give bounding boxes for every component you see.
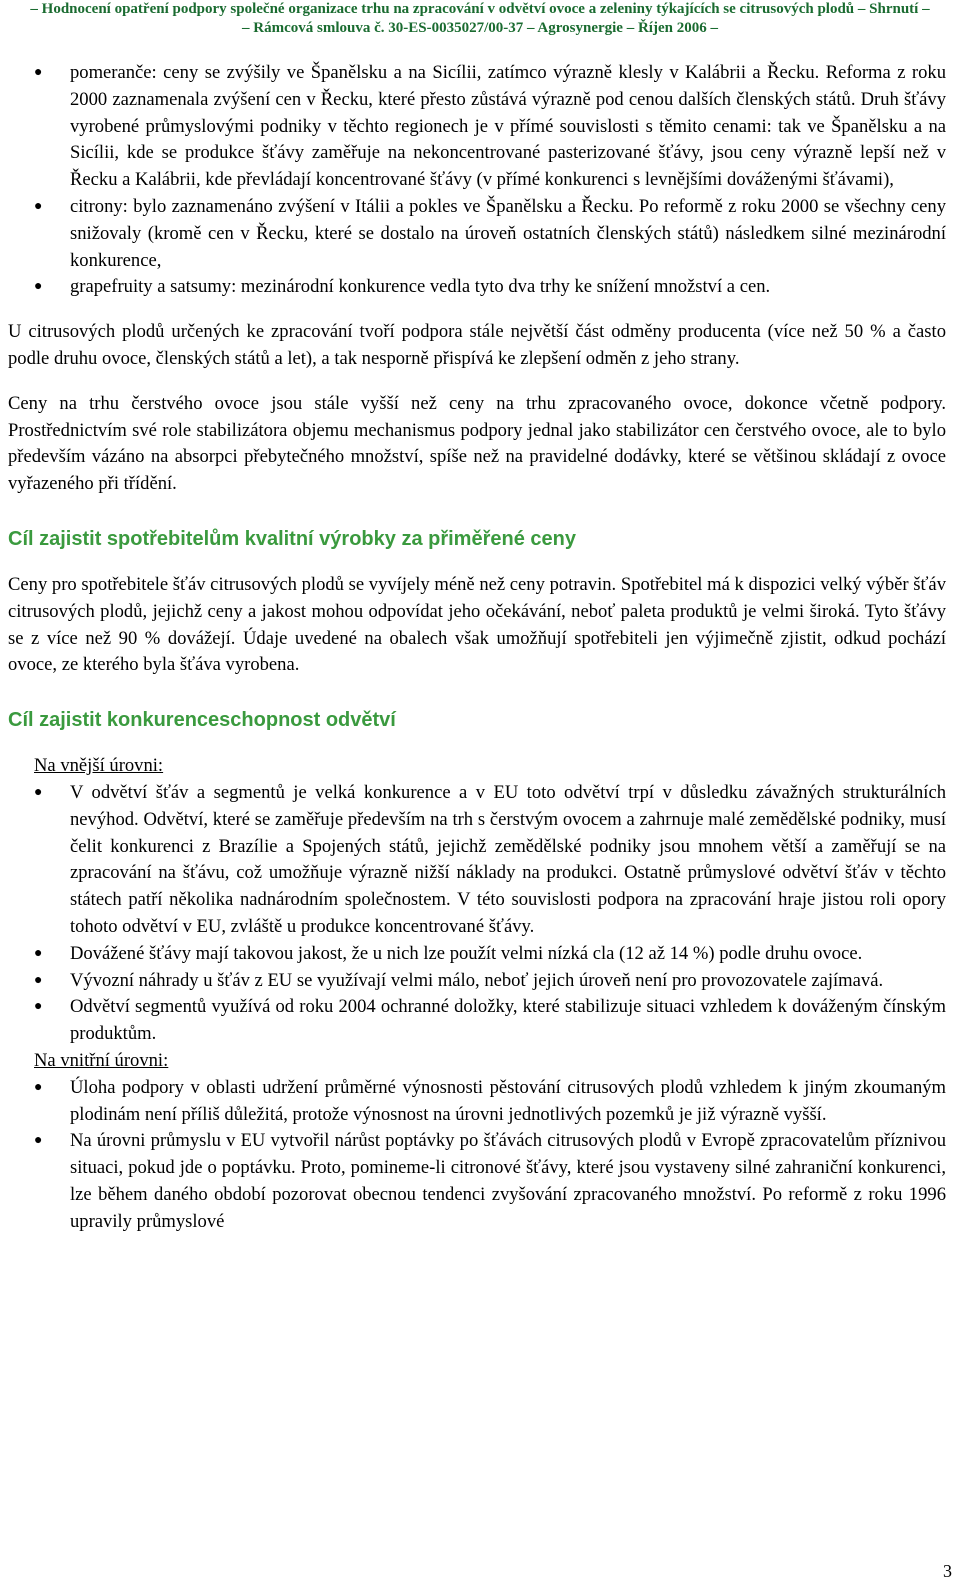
- section-heading: Cíl zajistit spotřebitelům kvalitní výrobky za přiměřené ceny: [8, 527, 576, 550]
- list-item-text: Odvětví segmentů využívá od roku 2004 ochranné doložky, které stabilizuje situaci vzhledem k dováženým čínským produktům.: [70, 996, 946, 1045]
- paragraph: Ceny pro spotřebitele šťáv citrusových plodů se vyvíjely méně než ceny potravin. Spotřebitel má k dispozici velký výběr šťáv citrusových plodů, jejichž ceny a jakost mohou odpovídat jeho očekávání, neboť paleta produktů je velmi široká. Tyto šťávy se z více než 90 % dovážejí. Údaje uvedené na obalech však umožňují spotřebiteli jen výjimečně zjistit, odkud pochází ovoce, ze kterého byla šťáva vyrobena.: [8, 573, 946, 676]
- price-bullet-list: [8, 60, 946, 301]
- bullet-icon: ●: [34, 65, 43, 80]
- header-title: – Hodnocení opatření podpory společné organizace trhu na zpracování v odvětví ovoce a zeleniny týkajících se citrusových plodů – Shrnutí –: [30, 1, 930, 17]
- list-item-text: citrony: bylo zaznamenáno zvýšení v Itálii a pokles ve Španělsku a Řecku. Po reformě z roku 2000 se všechny ceny snižovaly (kromě cen v Řecku, které se dostalo na úroveň ostatních členských států) následkem silné mezinárodní konkurence,: [70, 195, 946, 271]
- list-item: [8, 994, 946, 1048]
- paragraph: U citrusových plodů určených ke zpracování tvoří podpora stále největší část odměny producenta (více než 50 % a často podle druhu ovoce, členských států a let), a tak nesporně přispívá ke zlepšení odměn z jeho strany.: [8, 321, 946, 369]
- subsection-label: Na vnitřní úrovni:: [34, 1049, 169, 1071]
- bullet-icon: ●: [34, 784, 43, 800]
- list-item: [8, 60, 946, 194]
- page-header: [0, 0, 960, 38]
- bullet-icon: ●: [34, 999, 43, 1015]
- internal-bullet-list: [8, 1075, 946, 1236]
- bullet-icon: ●: [34, 945, 43, 961]
- bullet-icon: ●: [34, 279, 43, 295]
- paragraph: Ceny na trhu čerstvého ovoce jsou stále vyšší než ceny na trhu zpracovaného ovoce, dokonce včetně podpory. Prostřednictvím své role stabilizátora objemu mechanismus podpory jednal jako stabilizátor cen čerstvého ovoce, ale to bylo především vázáno na absorpci přebytečného množství, spíše než na pravidelné dodávky, které se většinou skládají z ovoce vyřazeného při třídění.: [8, 392, 946, 495]
- section-heading: Cíl zajistit konkurenceschopnost odvětví: [8, 709, 396, 732]
- list-item-text: pomeranče: ceny se zvýšily ve Španělsku a na Sicílii, zatímco výrazně klesly v Kalábrii a Řecku. Reforma z roku 2000 zaznamenala zvýšení cen v Řecku, které přesto zůstává výrazně pod cenou dalších členských států. Druh šťávy vyrobené průmyslovými podniky v těchto regionech je v přímé souvislosti s těmito cenami: tak ve Španělsku a na Sicílii, kde se produkce šťávy zaměřuje na nekoncentrované pasterizované šťávy, jsou ceny výrazně lepší než v Řecku a Kalábrii, kde převládají koncentrované šťávy (v přímé konkurenci s levnějšími dováženými šťávami),: [70, 62, 946, 191]
- bullet-icon: ●: [34, 1133, 43, 1149]
- list-item-text: Dovážené šťávy mají takovou jakost, že u nich lze použít velmi nízká cla (12 až 14 %) podle druhu ovoce.: [70, 942, 863, 964]
- list-item: [8, 274, 946, 301]
- list-item-text: Úloha podpory v oblasti udržení průměrné výnosnosti pěstování citrusových plodů vzhledem k jiným zkoumaným plodinám není příliš důležitá, protože výnosnost na úrovni jednotlivých pozemků je již výrazně vyšší.: [70, 1076, 946, 1125]
- list-item-text: Vývozní náhrady u šťáv z EU se využívají velmi málo, neboť jejich úroveň není pro provozovatele zajímavá.: [70, 969, 884, 991]
- external-bullet-list: [8, 780, 946, 1048]
- list-item-text: V odvětví šťáv a segmentů je velká konkurence a v EU toto odvětví trpí v důsledku závažných strukturálních nevýhod. Odvětví, které se zaměřuje především na trh s čerstvým ovocem a zahrnuje malé zemědělské podniky, musí čelit konkurenci z Brazílie a Spojených států, jejichž zemědělské podniky jsou mnohem větší a zaměřují se na zpracování na šťávu, což umožňuje výrazně nižší náklady na produkci. Ostatně průmyslové odvětví šťáv v těchto státech patří několika nadnárodním společnostem. V této souvislosti podpora na zpracování hraje jistou roli opory tohoto odvětví v EU, zvláště u produkce koncentrované šťávy.: [70, 781, 946, 937]
- bullet-icon: ●: [34, 972, 43, 988]
- bullet-icon: ●: [34, 1079, 43, 1095]
- list-item: [8, 1075, 946, 1129]
- list-item: [8, 194, 946, 274]
- subsection-label: Na vnější úrovni:: [34, 755, 164, 777]
- list-item: [8, 941, 946, 968]
- document-body: [8, 60, 946, 1235]
- page-number: 3: [943, 1561, 952, 1581]
- list-item-text: grapefruity a satsumy: mezinárodní konkurence vedla tyto dva trhy ke snížení množství a cen.: [70, 276, 771, 298]
- header-subtitle: – Rámcová smlouva č. 30-ES-0035027/00-37 – Agrosynergie – Říjen 2006 –: [242, 20, 718, 36]
- list-item-text: Na úrovni průmyslu v EU vytvořil nárůst poptávky po šťávách citrusových plodů v Evropě zpracovatelům příznivou situaci, pokud jde o poptávku. Proto, pomineme-li citronové šťávy, které jsou vystaveny silné zahraniční konkurenci, lze během daného období pozorovat obecnou tendenci zvyšování zpracovaného množství. Po reformě z roku 1996 upravily průmyslové: [70, 1130, 946, 1232]
- list-item: [8, 968, 946, 995]
- list-item: [8, 1128, 946, 1235]
- list-item: [8, 780, 946, 941]
- bullet-icon: ●: [34, 198, 43, 214]
